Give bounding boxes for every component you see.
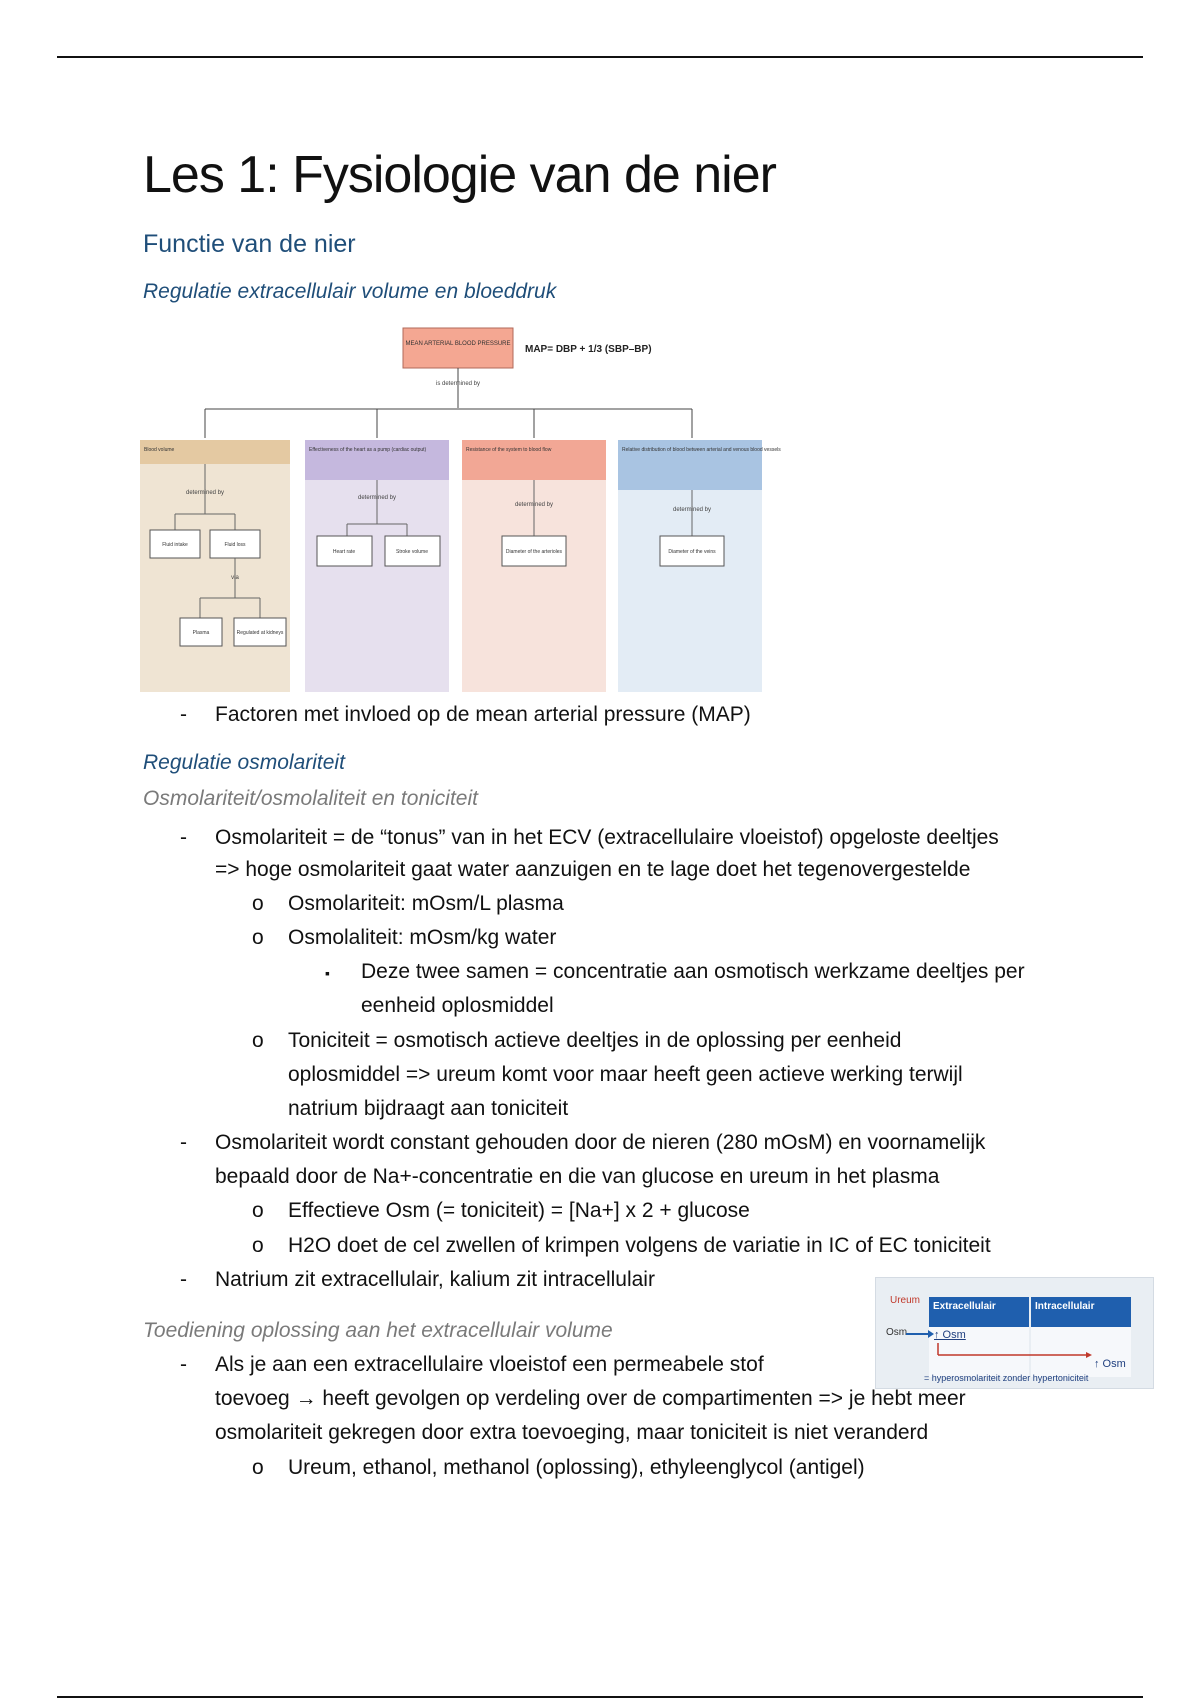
paragraph-line: Osmolaliteit: mOsm/kg water bbox=[288, 926, 557, 949]
ic-osm-value: ↑ Osm bbox=[1094, 1358, 1126, 1370]
paragraph-line: Natrium zit extracellulair, kalium zit intracellulair bbox=[215, 1268, 655, 1291]
ureum-label: Ureum bbox=[890, 1295, 921, 1306]
dash-marker: - bbox=[180, 703, 187, 726]
square-marker: ▪ bbox=[325, 965, 330, 981]
col1-box1-label: Fluid intake bbox=[162, 542, 188, 548]
is-determined-by: is determined by bbox=[435, 381, 481, 387]
paragraph-line: Ureum, ethanol, methanol (oplossing), ethyleenglycol (antigel) bbox=[288, 1456, 865, 1479]
circle-marker: o bbox=[252, 1234, 264, 1257]
paragraph-line: natrium bijdraagt aan toniciteit bbox=[288, 1097, 569, 1120]
paragraph-line: Osmolariteit = de “tonus” van in het ECV (extracellulaire vloeistof) opgeloste deeltjes bbox=[215, 826, 999, 849]
col3-determined: determined by bbox=[514, 502, 554, 508]
table-note: = hyperosmolariteit zonder hypertoniciteit bbox=[924, 1373, 1089, 1383]
paragraph-line: => hoge osmolariteit gaat water aanzuigen en te lage doet het tegenovergestelde bbox=[215, 858, 971, 881]
circle-marker: o bbox=[252, 1199, 264, 1222]
col1-box2-label: Fluid loss bbox=[224, 542, 246, 548]
bullet-map: Factoren met invloed op de mean arterial pressure (MAP) bbox=[215, 703, 751, 726]
col2-header bbox=[305, 440, 449, 480]
header-intracellulair: Intracellulair bbox=[1031, 1297, 1131, 1327]
table-arrows bbox=[876, 1278, 1153, 1388]
col2-determined: determined by bbox=[357, 495, 397, 501]
page-title: Les 1: Fysiologie van de nier bbox=[143, 146, 776, 204]
paragraph-line: Osmolariteit: mOsm/L plasma bbox=[288, 892, 564, 915]
col4-determined: determined by bbox=[672, 507, 712, 513]
col2-box2-label: Stroke volume bbox=[396, 549, 428, 555]
col1-determined: determined by bbox=[185, 490, 225, 496]
paragraph-line: H2O doet de cel zwellen of krimpen volgens de variatie in IC of EC toniciteit bbox=[288, 1234, 991, 1257]
col2-title: Effectiveness of the heart as a pump (cardiac output) bbox=[309, 447, 427, 453]
col1-box3-label: Plasma bbox=[192, 630, 210, 636]
ec-osm-value: ↑ Osm bbox=[934, 1329, 966, 1341]
col3-header bbox=[462, 440, 606, 480]
paragraph-line: Effectieve Osm (= toniciteit) = [Na+] x 2 + glucose bbox=[288, 1199, 750, 1222]
section-heading: Functie van de nier bbox=[143, 230, 356, 258]
col1-box4-label: Regulated at kidneys bbox=[236, 630, 284, 636]
col4-title: Relative distribution of blood between arterial and venous blood vessels bbox=[622, 447, 781, 453]
col1-title: Blood volume bbox=[144, 447, 175, 453]
dash-marker: - bbox=[180, 1131, 187, 1154]
circle-marker: o bbox=[252, 926, 264, 949]
paragraph-line: eenheid oplosmiddel bbox=[361, 994, 554, 1017]
paragraph-line: Osmolariteit wordt constant gehouden door de nieren (280 mOsM) en voornamelijk bbox=[215, 1131, 986, 1154]
col3-box1-label: Diameter of the arterioles bbox=[505, 549, 563, 555]
dash-marker: - bbox=[180, 1268, 187, 1291]
col2-box1-label: Heart rate bbox=[332, 549, 356, 555]
subheading-osm-tonic: Osmolariteit/osmolaliteit en toniciteit bbox=[143, 787, 478, 810]
paragraph-line: Deze twee samen = concentratie aan osmotisch werkzame deeltjes per bbox=[361, 960, 1025, 983]
col4-box1-label: Diameter of the veins bbox=[668, 549, 716, 555]
dash-marker: - bbox=[180, 826, 187, 849]
dash-marker: - bbox=[180, 1353, 187, 1376]
header-extracellulair: Extracellulair bbox=[929, 1297, 1029, 1327]
paragraph-line: toevoeg → heeft gevolgen op verdeling over de compartimenten => je hebt meer bbox=[215, 1387, 966, 1410]
subheading-volume: Regulatie extracellulair volume en bloeddruk bbox=[143, 280, 557, 303]
paragraph-line: Als je aan een extracellulaire vloeistof een permeabele stof bbox=[215, 1353, 764, 1376]
paragraph-line: osmolariteit gekregen door extra toevoeging, maar toniciteit is niet veranderd bbox=[215, 1421, 929, 1444]
top-rule bbox=[57, 56, 1143, 58]
circle-marker: o bbox=[252, 1029, 264, 1052]
map-box bbox=[403, 328, 513, 368]
osm-label: Osm bbox=[886, 1327, 908, 1338]
col1-via: via bbox=[231, 575, 239, 581]
bottom-rule bbox=[57, 1696, 1143, 1698]
paragraph-line: oplosmiddel => ureum komt voor maar heeft geen actieve werking terwijl bbox=[288, 1063, 963, 1086]
circle-marker: o bbox=[252, 892, 264, 915]
subheading-toediening: Toediening oplossing aan het extracellulair volume bbox=[143, 1319, 613, 1342]
map-formula: MAP= DBP + 1/3 (SBP–BP) bbox=[525, 344, 652, 355]
paragraph-line: bepaald door de Na+-concentratie en die van glucose en ureum in het plasma bbox=[215, 1165, 940, 1188]
map-diagram bbox=[110, 318, 800, 696]
paragraph-line: Toniciteit = osmotisch actieve deeltjes in de oplossing per eenheid bbox=[288, 1029, 902, 1052]
subheading-osmolariteit: Regulatie osmolariteit bbox=[143, 751, 345, 774]
map-box-label: MEAN ARTERIAL BLOOD PRESSURE bbox=[405, 341, 511, 347]
col3-title: Resistance of the system to blood flow bbox=[466, 447, 552, 453]
col1-bg bbox=[140, 440, 290, 692]
osmolarity-table bbox=[875, 1277, 1154, 1389]
circle-marker: o bbox=[252, 1456, 264, 1479]
